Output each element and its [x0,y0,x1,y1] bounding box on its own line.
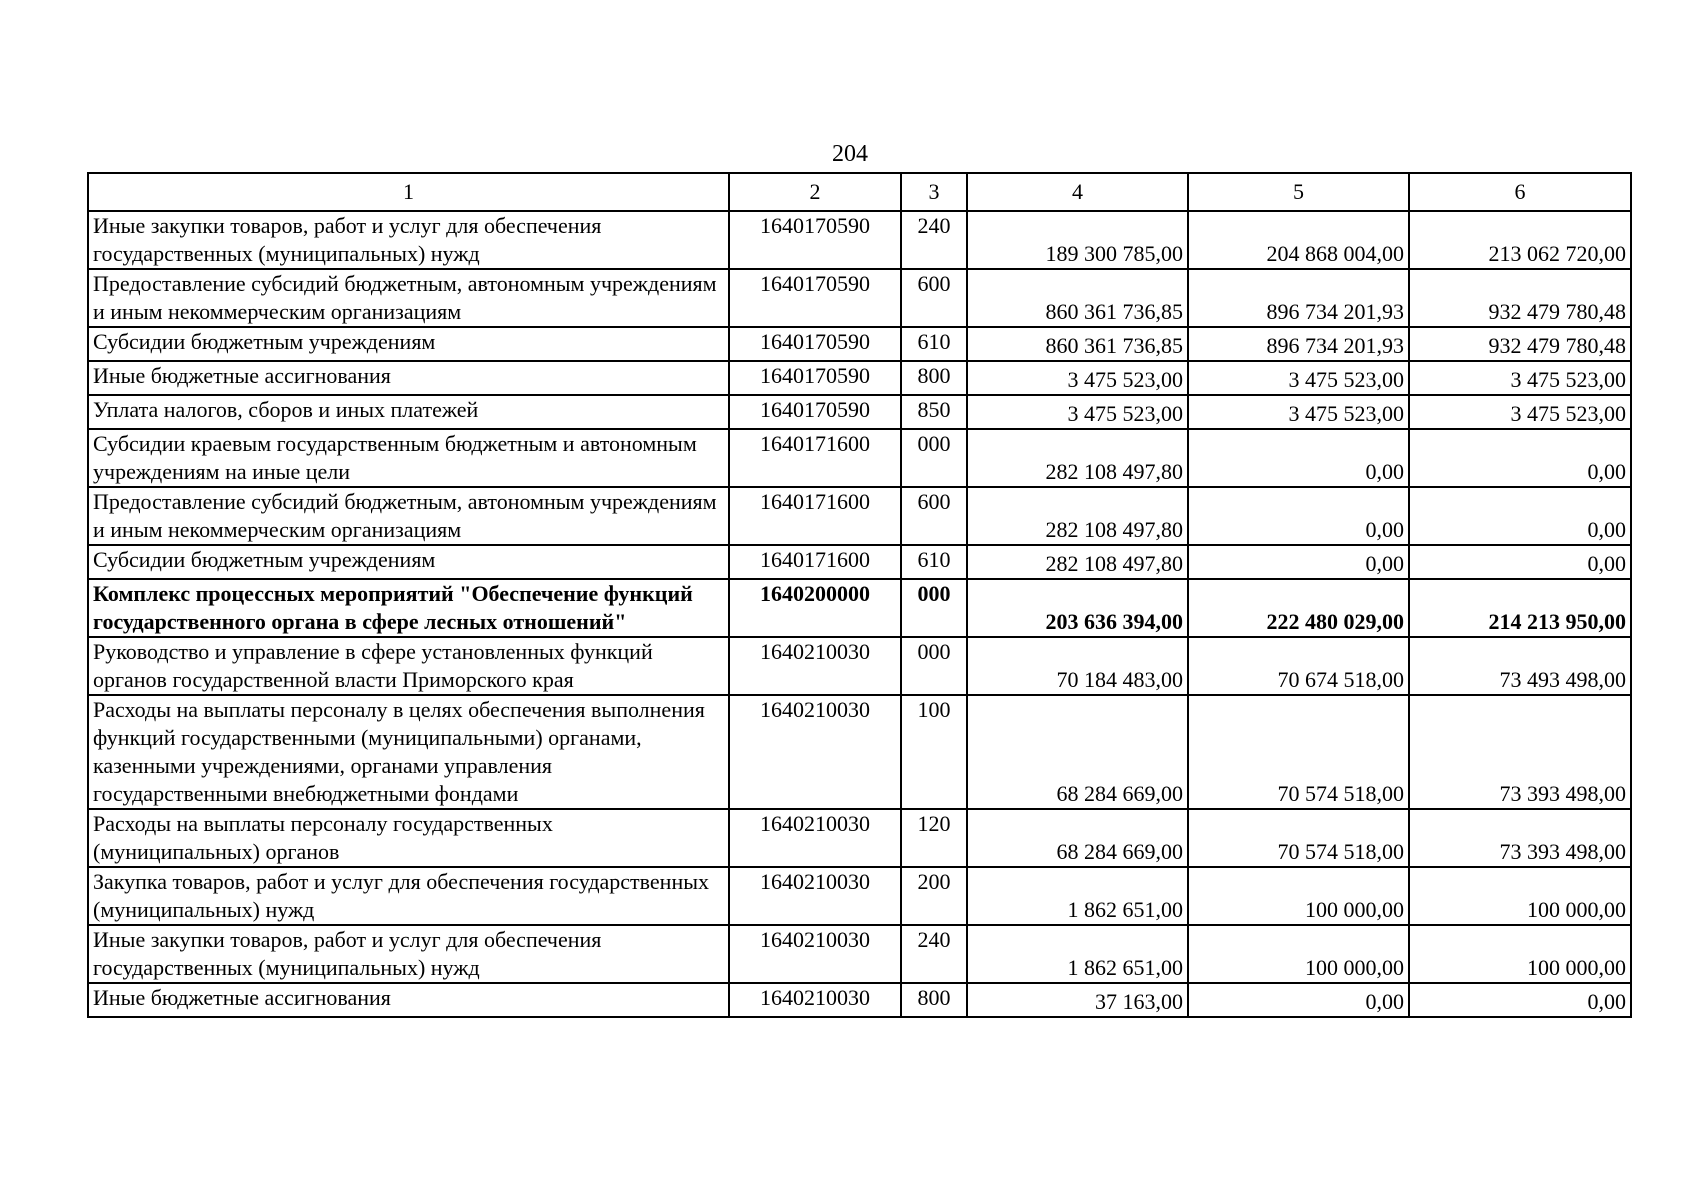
row-amount-col6: 0,00 [1409,545,1631,579]
row-name-cell: Руководство и управление в сфере установленных функций органов государственной власти Приморского края [88,637,729,695]
row-amount-col4: 68 284 669,00 [967,809,1188,867]
budget-table [87,172,1632,1018]
row-name-cell: Субсидии бюджетным учреждениям [88,327,729,361]
column-header-2: 2 [729,173,901,211]
row-code-cell: 1640170590 [729,327,901,361]
row-amount-col5: 896 734 201,93 [1188,327,1409,361]
row-type-cell: 610 [901,545,967,579]
table-row [88,695,1631,809]
column-header-3: 3 [901,173,967,211]
row-code-cell: 1640210030 [729,867,901,925]
table-body [88,211,1631,1017]
row-code-cell: 1640171600 [729,545,901,579]
row-amount-col4: 282 108 497,80 [967,545,1188,579]
row-name-cell: Субсидии краевым государственным бюджетным и автономным учреждениям на иные цели [88,429,729,487]
row-amount-col6: 214 213 950,00 [1409,579,1631,637]
row-amount-col6: 73 493 498,00 [1409,637,1631,695]
column-header-1: 1 [88,173,729,211]
row-code-cell: 1640170590 [729,269,901,327]
row-amount-col6: 3 475 523,00 [1409,395,1631,429]
row-amount-col4: 3 475 523,00 [967,361,1188,395]
row-type-cell: 240 [901,925,967,983]
row-name-cell: Расходы на выплаты персоналу государственных (муниципальных) органов [88,809,729,867]
row-name-cell: Иные бюджетные ассигнования [88,983,729,1017]
row-type-cell: 800 [901,983,967,1017]
row-amount-col5: 100 000,00 [1188,867,1409,925]
row-type-cell: 240 [901,211,967,269]
row-amount-col5: 100 000,00 [1188,925,1409,983]
row-type-cell: 000 [901,429,967,487]
row-code-cell: 1640170590 [729,361,901,395]
row-amount-col5: 0,00 [1188,487,1409,545]
table-row [88,269,1631,327]
row-code-cell: 1640200000 [729,579,901,637]
row-amount-col4: 37 163,00 [967,983,1188,1017]
table-row [88,327,1631,361]
row-name-cell: Расходы на выплаты персоналу в целях обеспечения выполнения функций государственными (муниципальными) органами, казенными учреждениями, органами управления государственными внебюджетными фондами [88,695,729,809]
row-amount-col4: 860 361 736,85 [967,327,1188,361]
row-amount-col5: 70 674 518,00 [1188,637,1409,695]
row-amount-col6: 0,00 [1409,429,1631,487]
row-name-cell: Комплекс процессных мероприятий "Обеспечение функций государственного органа в сфере лесных отношений" [88,579,729,637]
row-name-cell: Иные бюджетные ассигнования [88,361,729,395]
row-amount-col6: 3 475 523,00 [1409,361,1631,395]
row-amount-col6: 100 000,00 [1409,867,1631,925]
row-type-cell: 120 [901,809,967,867]
row-amount-col5: 204 868 004,00 [1188,211,1409,269]
column-header-4: 4 [967,173,1188,211]
row-name-cell: Иные закупки товаров, работ и услуг для обеспечения государственных (муниципальных) нужд [88,211,729,269]
table-row [88,395,1631,429]
row-name-cell: Субсидии бюджетным учреждениям [88,545,729,579]
row-amount-col4: 70 184 483,00 [967,637,1188,695]
table-row [88,867,1631,925]
row-amount-col5: 0,00 [1188,429,1409,487]
row-amount-col6: 73 393 498,00 [1409,809,1631,867]
row-code-cell: 1640210030 [729,983,901,1017]
row-code-cell: 1640210030 [729,637,901,695]
row-name-cell: Предоставление субсидий бюджетным, автономным учреждениям и иным некоммерческим организациям [88,487,729,545]
table-header-row [88,173,1631,211]
row-code-cell: 1640210030 [729,809,901,867]
row-amount-col4: 3 475 523,00 [967,395,1188,429]
row-code-cell: 1640171600 [729,487,901,545]
row-type-cell: 100 [901,695,967,809]
row-amount-col4: 1 862 651,00 [967,867,1188,925]
row-amount-col6: 73 393 498,00 [1409,695,1631,809]
page-number: 204 [832,141,868,167]
row-code-cell: 1640210030 [729,695,901,809]
column-header-5: 5 [1188,173,1409,211]
table-row [88,487,1631,545]
row-amount-col4: 282 108 497,80 [967,429,1188,487]
row-name-cell: Предоставление субсидий бюджетным, автономным учреждениям и иным некоммерческим организациям [88,269,729,327]
row-amount-col5: 896 734 201,93 [1188,269,1409,327]
row-type-cell: 000 [901,579,967,637]
row-code-cell: 1640171600 [729,429,901,487]
row-code-cell: 1640210030 [729,925,901,983]
row-code-cell: 1640170590 [729,395,901,429]
row-amount-col6: 100 000,00 [1409,925,1631,983]
row-amount-col6: 0,00 [1409,983,1631,1017]
row-amount-col4: 860 361 736,85 [967,269,1188,327]
row-type-cell: 600 [901,269,967,327]
row-amount-col5: 70 574 518,00 [1188,695,1409,809]
row-name-cell: Закупка товаров, работ и услуг для обеспечения государственных (муниципальных) нужд [88,867,729,925]
table-row [88,429,1631,487]
table-row [88,579,1631,637]
row-type-cell: 200 [901,867,967,925]
row-amount-col4: 1 862 651,00 [967,925,1188,983]
row-amount-col6: 932 479 780,48 [1409,269,1631,327]
table-row [88,211,1631,269]
table-row [88,637,1631,695]
row-amount-col4: 189 300 785,00 [967,211,1188,269]
column-header-6: 6 [1409,173,1631,211]
row-amount-col4: 282 108 497,80 [967,487,1188,545]
table-row [88,545,1631,579]
table-row [88,809,1631,867]
row-type-cell: 850 [901,395,967,429]
row-amount-col6: 932 479 780,48 [1409,327,1631,361]
row-type-cell: 000 [901,637,967,695]
row-amount-col5: 0,00 [1188,545,1409,579]
table-row [88,361,1631,395]
row-name-cell: Иные закупки товаров, работ и услуг для обеспечения государственных (муниципальных) нужд [88,925,729,983]
row-amount-col5: 70 574 518,00 [1188,809,1409,867]
table-row [88,925,1631,983]
row-amount-col5: 3 475 523,00 [1188,395,1409,429]
row-name-cell: Уплата налогов, сборов и иных платежей [88,395,729,429]
table-row [88,983,1631,1017]
row-amount-col5: 3 475 523,00 [1188,361,1409,395]
row-amount-col4: 203 636 394,00 [967,579,1188,637]
row-amount-col4: 68 284 669,00 [967,695,1188,809]
row-amount-col5: 222 480 029,00 [1188,579,1409,637]
row-type-cell: 610 [901,327,967,361]
row-amount-col6: 213 062 720,00 [1409,211,1631,269]
row-type-cell: 600 [901,487,967,545]
row-amount-col6: 0,00 [1409,487,1631,545]
row-type-cell: 800 [901,361,967,395]
row-amount-col5: 0,00 [1188,983,1409,1017]
row-code-cell: 1640170590 [729,211,901,269]
